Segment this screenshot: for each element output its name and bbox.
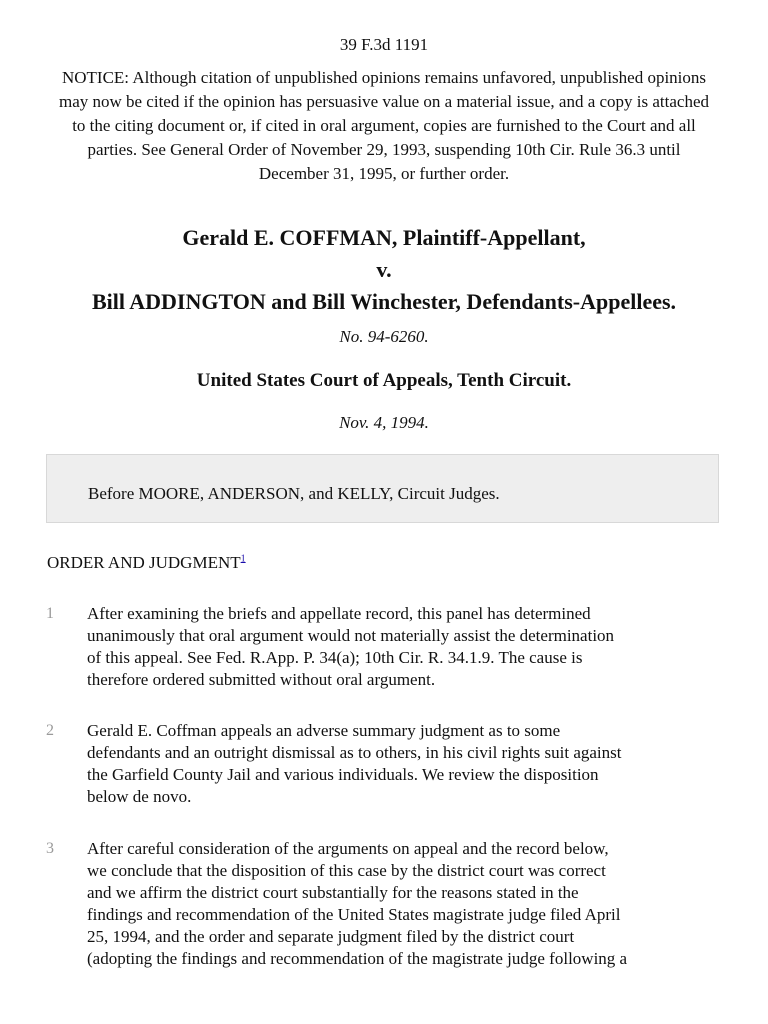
paragraph-text <box>87 603 722 691</box>
case-citation: 39 F.3d 1191 <box>339 35 429 54</box>
judges-panel-box <box>46 454 719 523</box>
paragraph-line: of this appeal. See Fed. R.App. P. 34(a); 10th Cir. R. 34.1.9. The cause is <box>87 648 583 667</box>
paragraph-text <box>87 838 722 970</box>
paragraph-line: 25, 1994, and the order and separate judgment filed by the district court <box>87 927 575 946</box>
paragraph-line: the Garfield County Jail and various individuals. We review the disposition <box>87 765 599 784</box>
paragraph-number: 3 <box>46 840 54 857</box>
paragraph-line: findings and recommendation of the United States magistrate judge filed April <box>87 905 621 924</box>
footnote-ref <box>241 553 246 564</box>
paragraph-line: we conclude that the disposition of this case by the district court was correct <box>87 861 606 880</box>
court-name: United States Court of Appeals, Tenth Circuit. <box>196 370 572 391</box>
paragraph-line: therefore ordered submitted without oral argument. <box>87 670 436 689</box>
defendants-line: Bill ADDINGTON and Bill Winchester, Defendants-Appellees. <box>91 289 677 314</box>
versus-line: v. <box>376 257 392 282</box>
paragraph-line: below de novo. <box>87 787 192 806</box>
unpublished-notice: NOTICE: Although citation of unpublished opinions remains unfavored, unpublished opinions may now be cited if the opinion has persuasive value on a material issue, and a copy is attached to the citing document or, if cited in oral argument, copies are furnished to the Court and all parties. See General Order of November 29, 1993, suspending 10th Cir. Rule 36.3 until December 31, 1995, or further order. <box>58 68 710 183</box>
paragraph-line: Gerald E. Coffman appeals an adverse summary judgment as to some <box>87 721 561 740</box>
paragraph-number: 1 <box>46 605 54 622</box>
paragraph-line: After examining the briefs and appellate record, this panel has determined <box>87 604 591 623</box>
decision-date: Nov. 4, 1994. <box>339 413 429 432</box>
paragraph-line: unanimously that oral argument would not materially assist the determination <box>87 626 615 645</box>
footnote-link[interactable]: 1 <box>240 553 246 565</box>
paragraph-line: (adopting the findings and recommendation of the magistrate judge following a <box>87 949 628 968</box>
order-heading-text: ORDER AND JUDGMENT <box>47 553 241 572</box>
paragraph-line: and we affirm the district court substantially for the reasons stated in the <box>87 883 579 902</box>
docket-number: No. 94-6260. <box>339 327 429 346</box>
paragraph-line: defendants and an outright dismissal as to others, in his civil rights suit against <box>87 743 622 762</box>
order-heading <box>47 552 246 574</box>
paragraph-number: 2 <box>46 722 54 739</box>
case-caption <box>0 222 768 318</box>
paragraph-line: After careful consideration of the arguments on appeal and the record below, <box>87 839 609 858</box>
plaintiff-line: Gerald E. COFFMAN, Plaintiff-Appellant, <box>182 225 586 250</box>
judges-panel-text: Before MOORE, ANDERSON, and KELLY, Circuit Judges. <box>88 484 500 503</box>
paragraph-text <box>87 720 722 808</box>
